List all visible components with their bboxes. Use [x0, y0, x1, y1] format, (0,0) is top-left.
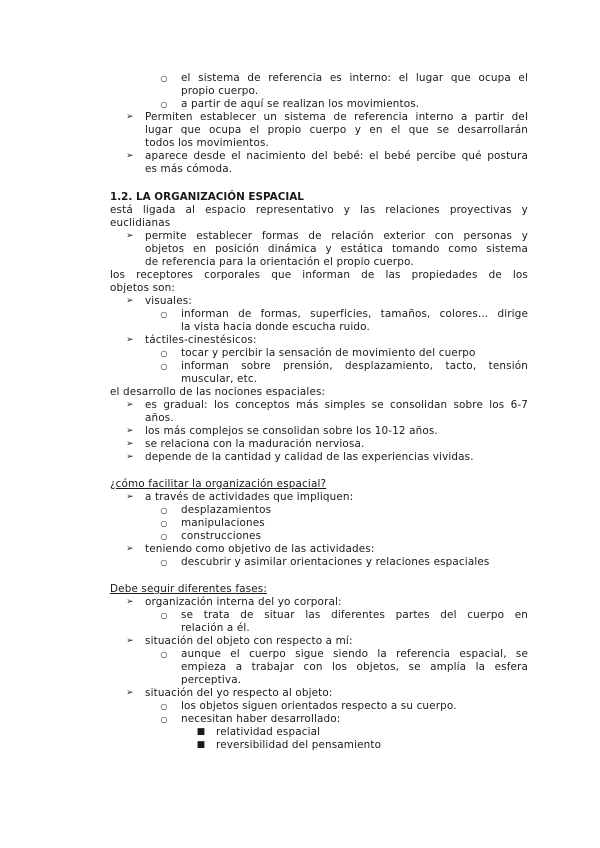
text-line — [0, 347, 600, 360]
line-text: lugar que ocupa el propio cuerpo y en el que se desarrollarán — [145, 124, 528, 136]
line-text: es más cómoda. — [145, 163, 233, 175]
line-text: Permiten establecer un sistema de referencia interno a partir del — [145, 111, 528, 123]
circle-bullet-icon: ○ — [160, 506, 168, 515]
line-text: visuales: — [145, 295, 192, 307]
text-line — [0, 583, 600, 596]
line-text: los más complejos se consolidan sobre los 10-12 años. — [145, 425, 438, 437]
text-line — [0, 334, 600, 347]
line-text: empieza a trabajar con los objetos, se amplía la esfera — [181, 661, 528, 673]
line-text: organización interna del yo corporal: — [145, 596, 342, 608]
circle-bullet-icon: ○ — [160, 310, 168, 319]
line-text: informan sobre prensión, desplazamiento, tacto, tensión — [181, 360, 528, 372]
text-line — [0, 674, 600, 687]
text-line — [0, 360, 600, 373]
line-text: se relaciona con la maduración nerviosa. — [145, 438, 365, 450]
line-text: reversibilidad del pensamiento — [216, 739, 382, 751]
line-text: a partir de aquí se realizan los movimientos. — [181, 98, 420, 110]
line-text: desplazamientos — [181, 504, 272, 516]
circle-bullet-icon: ○ — [160, 702, 168, 711]
arrow-bullet-icon: ➢ — [126, 439, 134, 449]
text-line — [0, 321, 600, 334]
arrow-bullet-icon: ➢ — [126, 452, 134, 462]
arrow-bullet-icon: ➢ — [126, 400, 134, 410]
text-line — [0, 295, 600, 308]
text-line — [0, 648, 600, 661]
circle-bullet-icon: ○ — [160, 650, 168, 659]
line-text: relatividad espacial — [216, 726, 321, 738]
text-line — [0, 739, 600, 752]
text-line — [0, 163, 600, 176]
text-line — [0, 98, 600, 111]
text-line — [0, 191, 600, 204]
line-text: el sistema de referencia es interno: el lugar que ocupa el — [181, 72, 528, 84]
underlined-subheading: Debe seguir diferentes fases: — [110, 583, 267, 595]
line-text: el desarrollo de las nociones espaciales: — [110, 386, 326, 398]
text-line — [0, 230, 600, 243]
line-text: está ligada al espacio representativo y las relaciones proyectivas y — [110, 204, 528, 216]
text-line — [0, 478, 600, 491]
circle-bullet-icon: ○ — [160, 558, 168, 567]
text-line — [0, 438, 600, 451]
line-text: descubrir y asimilar orientaciones y relaciones espaciales — [181, 556, 490, 568]
circle-bullet-icon: ○ — [160, 715, 168, 724]
line-text: los receptores corporales que informan de las propiedades de los — [110, 269, 528, 281]
text-line — [0, 85, 600, 98]
line-text: relación a él. — [181, 622, 250, 634]
text-line — [0, 72, 600, 85]
text-line — [0, 111, 600, 124]
line-text: a través de actividades que impliquen: — [145, 491, 354, 503]
line-text: situación del objeto con respecto a mí: — [145, 635, 353, 647]
line-text: muscular, etc. — [181, 373, 258, 385]
line-text: los objetos siguen orientados respecto a su cuerpo. — [181, 700, 457, 712]
arrow-bullet-icon: ➢ — [126, 231, 134, 241]
text-line — [0, 451, 600, 464]
line-text: aunque el cuerpo sigue siendo la referencia espacial, se — [181, 648, 528, 660]
text-line — [0, 491, 600, 504]
text-line — [0, 425, 600, 438]
text-line — [0, 635, 600, 648]
circle-bullet-icon: ○ — [160, 532, 168, 541]
text-line — [0, 217, 600, 230]
text-line — [0, 661, 600, 674]
arrow-bullet-icon: ➢ — [126, 335, 134, 345]
text-line — [0, 504, 600, 517]
text-line — [0, 137, 600, 150]
text-line — [0, 609, 600, 622]
line-text: construcciones — [181, 530, 262, 542]
line-text: todos los movimientos. — [145, 137, 270, 149]
circle-bullet-icon: ○ — [160, 611, 168, 620]
text-line — [0, 256, 600, 269]
circle-bullet-icon: ○ — [160, 74, 168, 83]
line-text: propio cuerpo. — [181, 85, 259, 97]
square-bullet-icon: ■ — [196, 727, 206, 737]
square-bullet-icon: ■ — [196, 740, 206, 750]
line-text: euclidianas — [110, 217, 171, 229]
text-line — [0, 412, 600, 425]
text-line — [0, 543, 600, 556]
line-text: manipulaciones — [181, 517, 265, 529]
line-text: tocar y percibir la sensación de movimiento del cuerpo — [181, 347, 476, 359]
circle-bullet-icon: ○ — [160, 100, 168, 109]
text-line — [0, 622, 600, 635]
text-line — [0, 204, 600, 217]
line-text: situación del yo respecto al objeto: — [145, 687, 333, 699]
text-line — [0, 399, 600, 412]
text-line — [0, 726, 600, 739]
text-line — [0, 373, 600, 386]
text-line — [0, 386, 600, 399]
text-line — [0, 269, 600, 282]
line-text: táctiles-cinestésicos: — [145, 334, 257, 346]
underlined-subheading: ¿cómo facilitar la organización espacial? — [110, 478, 327, 490]
text-line — [0, 687, 600, 700]
arrow-bullet-icon: ➢ — [126, 688, 134, 698]
circle-bullet-icon: ○ — [160, 362, 168, 371]
text-line — [0, 700, 600, 713]
arrow-bullet-icon: ➢ — [126, 597, 134, 607]
text-line — [0, 556, 600, 569]
line-text: de referencia para la orientación el propio cuerpo. — [145, 256, 414, 268]
text-line — [0, 517, 600, 530]
text-line — [0, 282, 600, 295]
section-heading: 1.2. LA ORGANIZACIÓN ESPACIAL — [110, 191, 304, 203]
circle-bullet-icon: ○ — [160, 519, 168, 528]
line-text: necesitan haber desarrollado: — [181, 713, 341, 725]
line-text: objetos son: — [110, 282, 176, 294]
line-text: aparece desde el nacimiento del bebé: el bebé percibe qué postura — [145, 150, 528, 162]
arrow-bullet-icon: ➢ — [126, 112, 134, 122]
text-line — [0, 596, 600, 609]
text-line — [0, 243, 600, 256]
line-text: se trata de situar las diferentes partes del cuerpo en — [181, 609, 528, 621]
text-line — [0, 150, 600, 163]
arrow-bullet-icon: ➢ — [126, 636, 134, 646]
line-text: perceptiva. — [181, 674, 242, 686]
line-text: teniendo como objetivo de las actividades: — [145, 543, 375, 555]
line-text: informan de formas, superficies, tamaños, colores... dirige — [181, 308, 528, 320]
line-text: la vista hacia donde escucha ruido. — [181, 321, 370, 333]
text-line — [0, 713, 600, 726]
arrow-bullet-icon: ➢ — [126, 426, 134, 436]
circle-bullet-icon: ○ — [160, 349, 168, 358]
arrow-bullet-icon: ➢ — [126, 544, 134, 554]
line-text: años. — [145, 412, 174, 424]
text-line — [0, 308, 600, 321]
line-text: permite establecer formas de relación exterior con personas y — [145, 230, 528, 242]
arrow-bullet-icon: ➢ — [126, 296, 134, 306]
line-text: es gradual: los conceptos más simples se consolidan sobre los 6-7 — [145, 399, 528, 411]
arrow-bullet-icon: ➢ — [126, 492, 134, 502]
arrow-bullet-icon: ➢ — [126, 151, 134, 161]
text-line — [0, 124, 600, 137]
line-text: depende de la cantidad y calidad de las experiencias vividas. — [145, 451, 474, 463]
text-line — [0, 530, 600, 543]
line-text: objetos en posición dinámica y estática tomando como sistema — [145, 243, 528, 255]
